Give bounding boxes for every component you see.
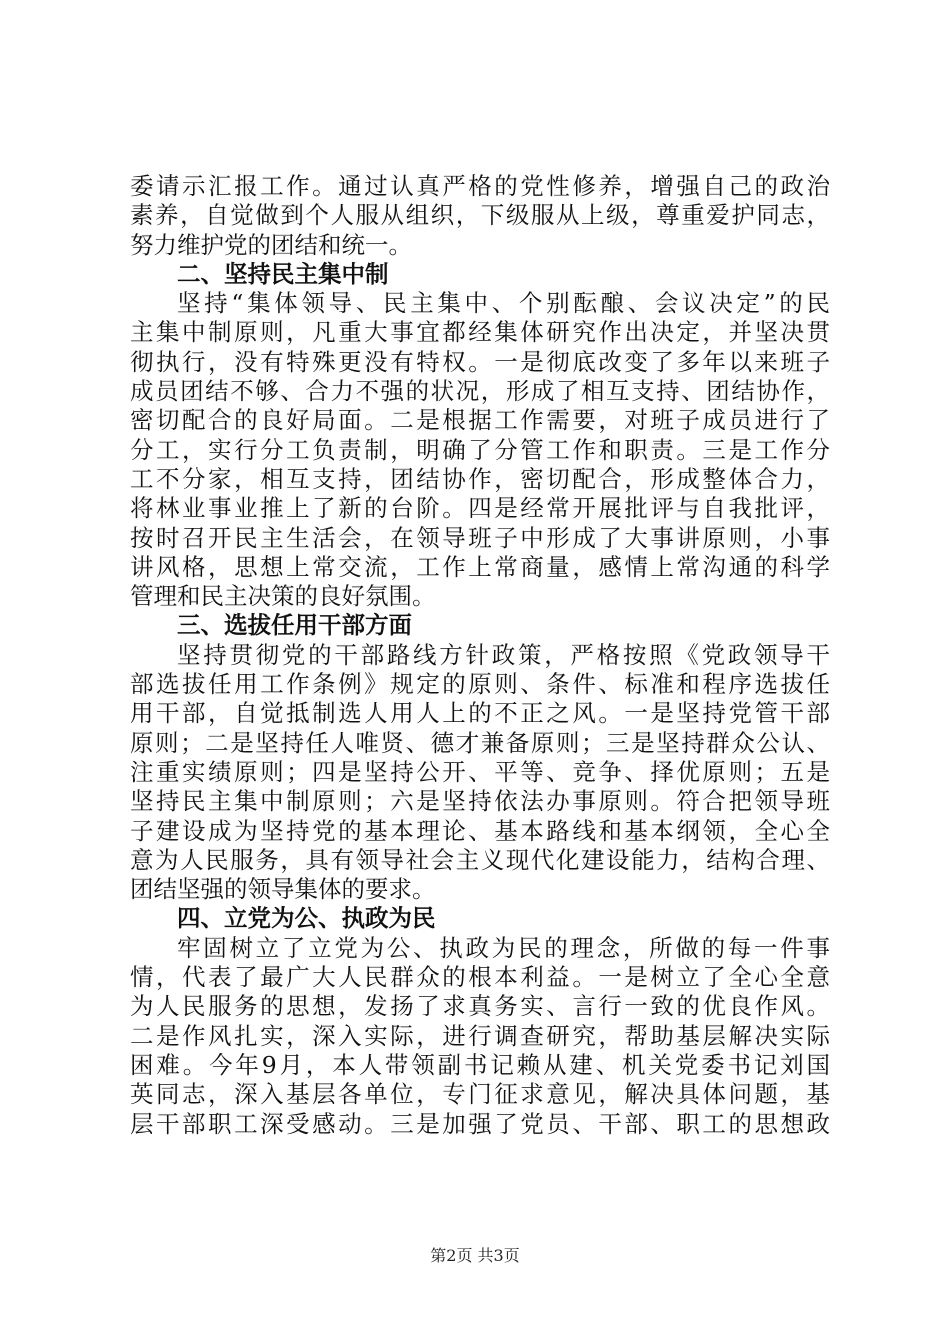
text-line: 坚持贯彻党的干部路线方针政策，严格按照《党政领导干 [177,640,830,669]
text-line: 坚持“集体领导、民主集中、个别酝酿、会议决定”的民 [177,289,830,318]
text-line: 将林业事业推上了新的台阶。四是经常开展批评与自我批评， [130,494,830,523]
text-line: 分工，实行分工负责制，明确了分管工作和职责。三是工作分 [130,435,830,464]
section-heading: 三、选拔任用干部方面 [177,611,412,640]
section-heading: 四、立党为公、执政为民 [177,904,436,933]
text-line: 困难。今年9月，本人带领副书记赖从建、机关党委书记刘国 [130,1050,830,1079]
text-line: 情，代表了最广大人民群众的根本利益。一是树立了全心全意 [130,963,830,992]
text-line: 意为人民服务，具有领导社会主义现代化建设能力，结构合理、 [130,845,830,874]
text-line: 英同志，深入基层各单位，专门征求意见，解决具体问题，基 [130,1080,830,1109]
text-line: 按时召开民主生活会，在领导班子中形成了大事讲原则，小事 [130,523,830,552]
text-line: 子建设成为坚持党的基本理论、基本路线和基本纲领，全心全 [130,816,830,845]
text-line: 原则；二是坚持任人唯贤、德才兼备原则；三是坚持群众公认、 [130,728,830,757]
text-line: 工不分家，相互支持，团结协作，密切配合，形成整体合力， [130,464,830,493]
text-line: 牢固树立了立党为公、执政为民的理念，所做的每一件事 [177,933,830,962]
text-line: 二是作风扎实，深入实际，进行调查研究，帮助基层解决实际 [130,1021,830,1050]
page-number-footer: 第2页 共3页 [430,1246,520,1265]
text-line: 讲风格，思想上常交流，工作上常商量，感情上常沟通的科学 [130,552,830,581]
text-line: 努力维护党的团结和统一。 [130,230,412,259]
text-line: 彻执行，没有特殊更没有特权。一是彻底改变了多年以来班子 [130,347,830,376]
text-line: 层干部职工深受感动。三是加强了党员、干部、职工的思想政 [130,1109,830,1138]
text-line: 团结坚强的领导集体的要求。 [130,875,436,904]
text-line: 为人民服务的思想，发扬了求真务实、言行一致的优良作风。 [130,992,830,1021]
text-line: 密切配合的良好局面。二是根据工作需要，对班子成员进行了 [130,406,830,435]
text-line: 素养，自觉做到个人服从组织，下级服从上级，尊重爱护同志， [130,201,830,230]
text-line: 管理和民主决策的良好氛围。 [130,582,436,611]
text-line: 坚持民主集中制原则；六是坚持依法办事原则。符合把领导班 [130,787,830,816]
text-line: 成员团结不够、合力不强的状况，形成了相互支持、团结协作， [130,377,830,406]
text-line: 主集中制原则，凡重大事宜都经集体研究作出决定，并坚决贯 [130,318,830,347]
text-line: 注重实绩原则；四是坚持公开、平等、竞争、择优原则；五是 [130,757,830,786]
text-line: 用干部，自觉抵制选人用人上的不正之风。一是坚持党管干部 [130,699,830,728]
section-heading: 二、坚持民主集中制 [177,259,389,288]
document-body [130,172,830,1139]
text-line: 委请示汇报工作。通过认真严格的党性修养，增强自己的政治 [130,172,830,200]
text-line: 部选拔任用工作条例》规定的原则、条件、标准和程序选拔任 [130,670,830,699]
